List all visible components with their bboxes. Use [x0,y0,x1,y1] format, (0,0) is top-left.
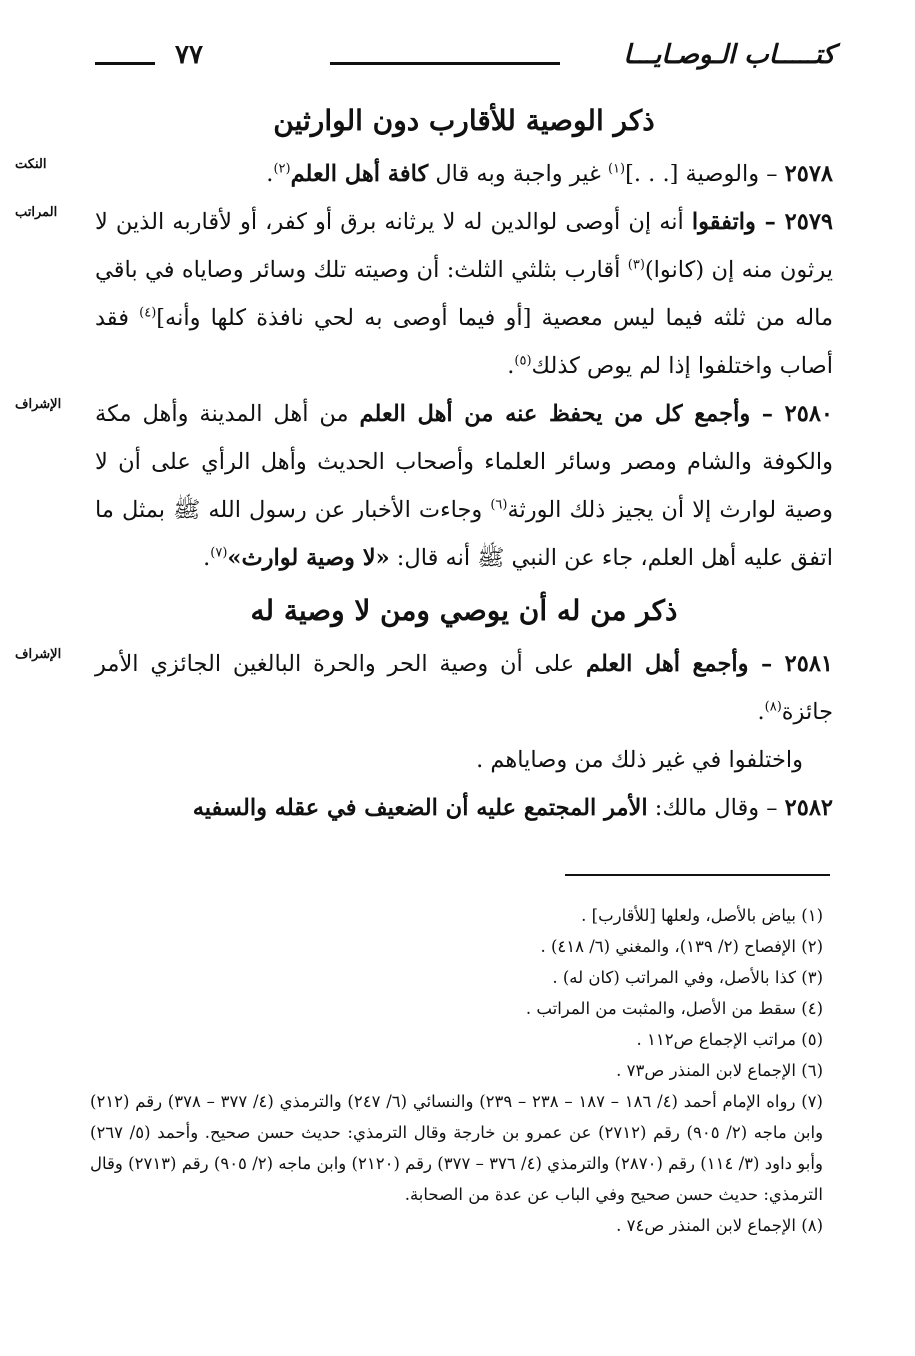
footnote-1: (١) بياض بالأصل، ولعلها [للأقارب] . [581,906,823,925]
entry-text: – والوصية [. . .] [625,161,785,187]
footnote-2: (٢) الإفصاح (٢/ ١٣٩)، والمغني (٦/ ٤١٨) . [540,937,823,956]
footnote-ref: (٤) [139,305,157,321]
entry-text: – وقال مالك: [647,795,785,821]
footnote-ref: (٣) [627,257,645,273]
footnote-3: (٣) كذا بالأصل، وفي المراتب (كان له) . [552,968,823,987]
book-title: كتـــــاب الـوصـايـــا [623,40,835,70]
entry-text: وجاءت الأخبار عن رسول الله ﷺ بمثل ما اتفق عليه أهل العلم، جاء عن النبي ﷺ أنه قال: [95,497,833,571]
entry-bold-text: – وأجمع أهل العلم [585,651,785,677]
footnote-6: (٦) الإجماع لابن المنذر ص٧٣ . [616,1061,823,1080]
entry-number: ٢٥٧٩ [784,209,833,235]
entry-number: ٢٥٧٨ [784,161,833,187]
entry-2580 [15,390,834,582]
entry-bold-text: «لا وصية لوارث» [227,545,390,571]
running-header [95,40,835,80]
entry-number: ٢٥٨١ [784,651,834,677]
header-rule [330,62,560,65]
footnote-ref: (٥) [514,353,532,369]
footnote-4: (٤) سقط من الأصل، والمثبت من المراتب . [525,999,823,1018]
main-text [15,92,834,832]
entry-2579 [15,198,834,390]
footnote-ref: (٢) [273,161,291,177]
footnote-7: (٧) رواه الإمام أحمد (٤/ ١٨٦ – ١٨٧ – ٢٣٨ – ٢٣٩) والنسائي (٦/ ٢٤٧) والترمذي (٤/ ٣٧٧ – ٣٧٨) رقم (٢١٢) وابن ماجه (٢/ ٩٠٥) رقم (٢٧١٢) عن عمرو بن خارجة وقال الترمذي: حديث حسن صحيح. وأحمد (٥/ ٢٦٧) وأبو داود (٣/ ١١٤) رقم (٢٨٧٠) والترمذي (٤/ ٣٧٦ – ٣٧٧) رقم (٢١٢٠) وابن ماجه (٢/ ٩٠٥) رقم (٢٧١٣) وقال الترمذي: حديث حسن صحيح وفي الباب عن عدة من الصحابة. [90,1092,824,1204]
entry-text: فقد أصاب واختلفوا إذا لم يوص كذلك [95,305,833,379]
entry-text: أقارب بثلثي الثلث: أن وصيته تلك وسائر وصاياه في باقي ماله من ثلثه فيما ليس معصية [أو فيما أوصى به لحي نافذة كلها وأنه] [95,257,834,331]
section-heading: ذكر من له أن يوصي ومن لا وصية له [250,594,678,627]
footnote-8: (٨) الإجماع لابن المنذر ص٧٤ . [616,1216,823,1235]
entry-bold-text: – واتفقوا [691,209,785,235]
source-tag: المراتب [15,205,58,220]
entry-text: على أن وصية الحر والحرة البالغين الجائزي الأمر جائزة [95,651,833,725]
entry-2581 [15,640,834,736]
footnote-separator [565,874,830,876]
entry-bold-text: الأمر المجتمع عليه أن الضعيف في عقله والسفيه [192,795,648,821]
footnote-ref: (٧) [210,545,228,561]
entry-bold-text: – وأجمع كل من يحفظ عنه من أهل العلم [359,401,785,427]
entry-text: غير واجبة وبه قال [428,161,608,187]
entry-2582 [95,784,833,832]
entry-2578 [15,150,833,198]
entry-2581-continuation: واختلفوا في غير ذلك من وصاياهم . [476,747,803,773]
entry-bold-text: كافة أهل العلم [290,161,429,187]
entry-number: ٢٥٨٠ [784,401,834,427]
source-tag: الإشراف [15,647,62,662]
entry-text: . [203,545,211,571]
source-tag: الإشراف [15,397,62,412]
section-heading: ذكر الوصية للأقارب دون الوارثين [273,104,655,137]
footnote-ref: (٨) [764,699,782,715]
footnote-ref: (١) [607,161,626,177]
entry-number: ٢٥٨٢ [784,795,833,821]
entry-text: . [757,699,765,725]
page-number: ٧٧ [175,40,203,70]
footnotes [90,900,823,1241]
footnote-5: (٥) مراتب الإجماع ص١١٢ . [636,1030,823,1049]
entry-text: من أهل المدينة وأهل مكة والكوفة والشام ومصر وسائر العلماء وأصحاب الحديث وأهل الرأي على أن لا وصية لوارث إلا أن يجيز ذلك الورثة [95,401,833,523]
footnote-ref: (٦) [490,497,508,513]
entry-text: . [266,161,274,187]
source-tag: النكت [15,157,47,172]
entry-text: أنه إن أوصى لوالدين له لا يرثانه برق أو كفر، أو لأقاربه الذين لا يرثون منه إن (كانوا) [95,209,833,283]
entry-text: . [507,353,515,379]
header-rule-left [95,62,155,65]
